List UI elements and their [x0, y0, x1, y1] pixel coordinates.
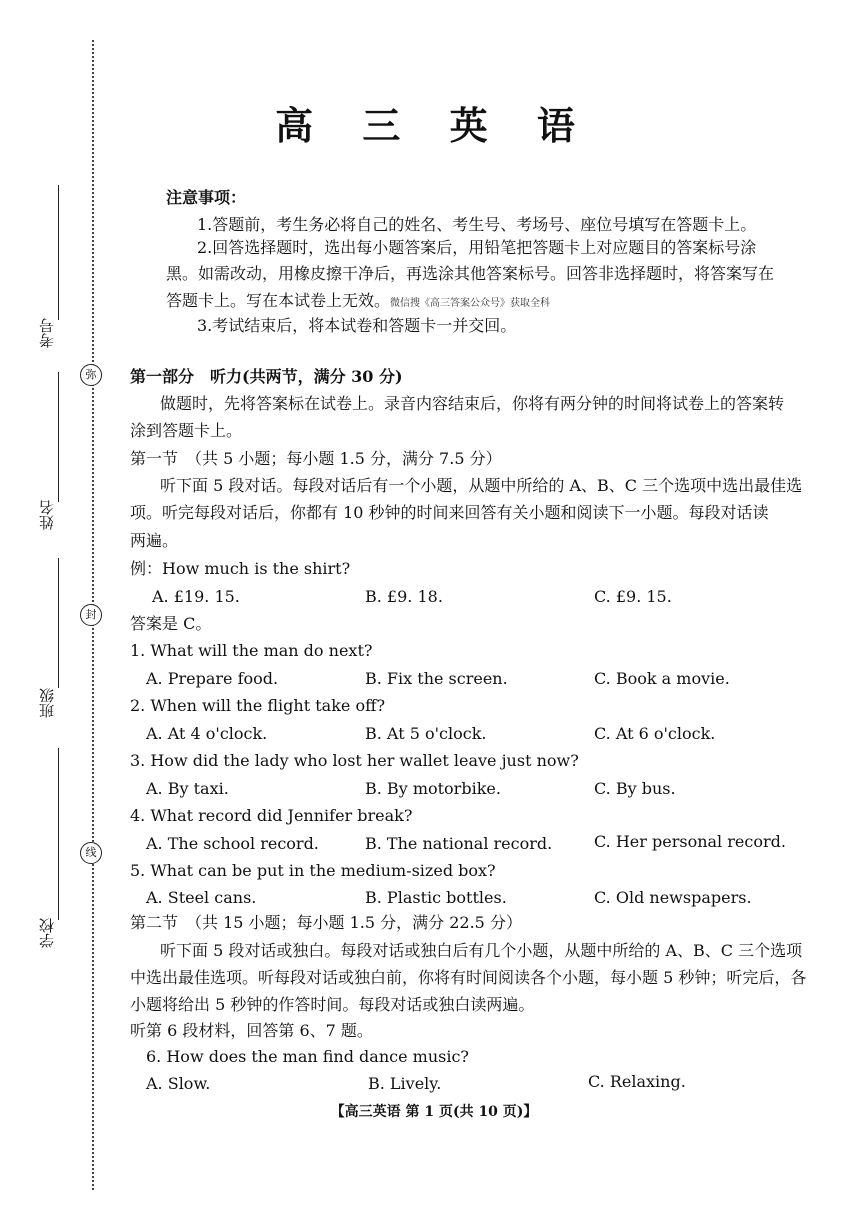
sec2-desc-1: 听下面 5 段对话或独白。每段对话或独白后有几个小题，从题中所给的 A、B、C 三个选项: [160, 941, 803, 960]
notes-line-5: 3.考试结束后，将本试卷和答题卡一并交回。: [197, 316, 517, 335]
example-answer: 答案是 C。: [130, 614, 212, 633]
sec1-desc-3: 两遍。: [130, 531, 179, 550]
example-option-b: B. £9. 18.: [365, 587, 443, 606]
sec2-desc-3: 小题将给出 5 秒钟的作答时间。每段对话或独白读两遍。: [130, 995, 535, 1014]
class-line[interactable]: [58, 558, 59, 688]
question-3: 3. How did the lady who lost her wallet leave just now?: [130, 751, 579, 770]
question-6-option-c: C. Relaxing.: [588, 1072, 686, 1091]
notes-heading: 注意事项：: [166, 188, 247, 207]
seal-mark-feng: 封: [80, 604, 102, 626]
sec2-heading: 第二节 （共 15 小题；每小题 1.5 分，满分 22.5 分）: [130, 913, 522, 932]
seal-mark-mi: 弥: [80, 364, 102, 386]
question-5-option-a: A. Steel cans.: [146, 888, 257, 907]
question-2: 2. When will the flight take off?: [130, 696, 386, 715]
sec1-heading: 第一节 （共 5 小题；每小题 1.5 分，满分 7.5 分）: [130, 449, 502, 468]
question-5-option-b: B. Plastic bottles.: [365, 888, 507, 907]
question-3-option-c: C. By bus.: [594, 779, 676, 798]
question-4-option-c: C. Her personal record.: [594, 832, 786, 851]
question-2-option-b: B. At 5 o'clock.: [365, 724, 487, 743]
question-1-option-c: C. Book a movie.: [594, 669, 730, 688]
question-3-option-a: A. By taxi.: [146, 779, 229, 798]
notes-line-4-text: 答题卡上。写在本试卷上无效。: [166, 291, 391, 310]
example-option-a: A. £19. 15.: [152, 587, 240, 606]
name-line[interactable]: [58, 372, 59, 502]
exam-number-line[interactable]: [58, 185, 59, 320]
class-label: 班级: [38, 688, 56, 718]
school-line[interactable]: [58, 748, 59, 920]
school-label: 学校: [38, 918, 56, 948]
question-2-option-c: C. At 6 o'clock.: [594, 724, 716, 743]
sec1-desc-1: 听下面 5 段对话。每段对话后有一个小题，从题中所给的 A、B、C 三个选项中选出最佳选: [160, 476, 803, 495]
question-4-option-a: A. The school record.: [146, 834, 319, 853]
question-4: 4. What record did Jennifer break?: [130, 806, 413, 825]
sec1-desc-2: 项。听完每段对话后，你都有 10 秒钟的时间来回答有关小题和阅读下一小题。每段对话读: [130, 503, 769, 522]
example-question: 例：How much is the shirt?: [130, 559, 351, 578]
part1-intro-1: 做题时，先将答案标在试卷上。录音内容结束后，你将有两分钟的时间将试卷上的答案转: [160, 394, 785, 413]
material-6-instruction: 听第 6 段材料，回答第 6、7 题。: [130, 1021, 373, 1040]
name-label: 姓名: [38, 500, 56, 530]
question-4-option-b: B. The national record.: [365, 834, 553, 853]
watermark-note: 微信搜《高三答案公众号》获取全科: [390, 298, 551, 309]
question-6: 6. How does the man find dance music?: [146, 1047, 469, 1066]
question-5-option-c: C. Old newspapers.: [594, 888, 752, 907]
page-footer: 【高三英语 第 1 页(共 10 页)】: [330, 1104, 538, 1120]
question-1: 1. What will the man do next?: [130, 641, 373, 660]
exam-number-label: 考号: [38, 318, 56, 348]
question-1-option-a: A. Prepare food.: [146, 669, 279, 688]
question-6-option-a: A. Slow.: [146, 1074, 211, 1093]
notes-line-3: 黑。如需改动，用橡皮擦干净后，再选涂其他答案标号。回答非选择题时，将答案写在: [166, 264, 775, 283]
question-5: 5. What can be put in the medium-sized box?: [130, 861, 496, 880]
seal-mark-xian: 线: [80, 842, 102, 864]
question-3-option-b: B. By motorbike.: [365, 779, 501, 798]
page-title: 高 三 英 语: [275, 104, 593, 148]
sec2-desc-2: 中选出最佳选项。听每段对话或独白前，你将有时间阅读各个小题，每小题 5 秒钟；听完后，各: [130, 968, 807, 987]
question-6-option-b: B. Lively.: [368, 1074, 442, 1093]
part1-heading: 第一部分 听力(共两节，满分 30 分): [130, 367, 403, 386]
notes-line-2: 2.回答选择题时，选出每小题答案后，用铅笔把答题卡上对应题目的答案标号涂: [197, 238, 757, 257]
part1-intro-2: 涂到答题卡上。: [130, 421, 243, 440]
notes-line-1: 1.答题前，考生务必将自己的姓名、考生号、考场号、座位号填写在答题卡上。: [197, 215, 757, 234]
question-1-option-b: B. Fix the screen.: [365, 669, 508, 688]
example-option-c: C. £9. 15.: [594, 587, 672, 606]
question-2-option-a: A. At 4 o'clock.: [146, 724, 268, 743]
